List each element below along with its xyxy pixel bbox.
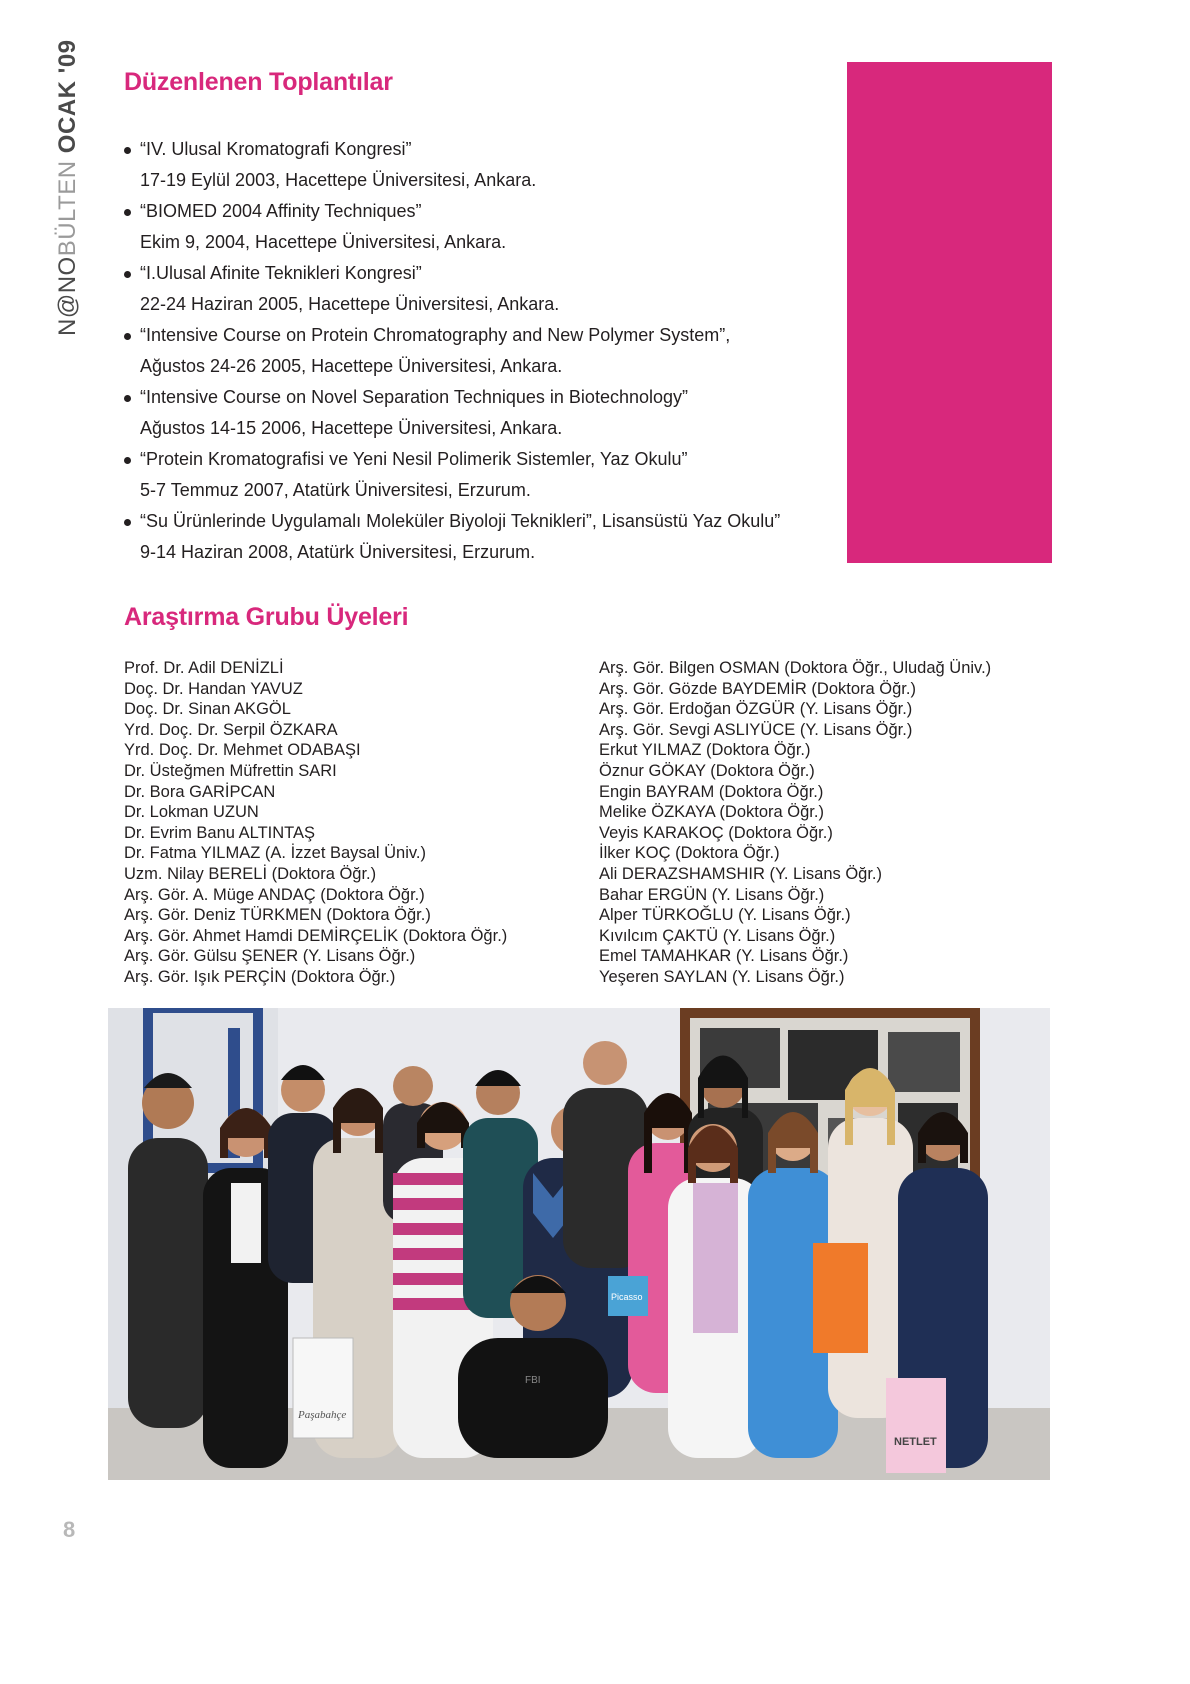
member-name: Arş. Gör. Gözde BAYDEMİR (Doktora Öğr.) xyxy=(599,679,916,698)
meeting-item xyxy=(118,320,838,382)
member-name: Öznur GÖKAY (Doktora Öğr.) xyxy=(599,761,815,780)
member-name: Arş. Gör. Işık PERÇİN (Doktora Öğr.) xyxy=(124,967,396,986)
member-name: Uzm. Nilay BERELİ (Doktora Öğr.) xyxy=(124,864,377,883)
meeting-item xyxy=(118,382,838,444)
meeting-item xyxy=(118,196,838,258)
meeting-title: “Intensive Course on Novel Separation Techniques in Biotechnology” xyxy=(118,382,838,413)
meeting-details: Ekim 9, 2004, Hacettepe Üniversitesi, Ankara. xyxy=(140,232,507,252)
meeting-item xyxy=(118,444,838,506)
member-name: Doç. Dr. Handan YAVUZ xyxy=(124,679,303,698)
meeting-details: 9-14 Haziran 2008, Atatürk Üniversitesi, Erzurum. xyxy=(140,542,536,562)
member-name: Dr. Üsteğmen Müfrettin SARI xyxy=(124,761,337,780)
brand-prefix: N@NO xyxy=(54,256,81,336)
member-name: Yrd. Doç. Dr. Serpil ÖZKARA xyxy=(124,720,338,739)
meeting-details: 17-19 Eylül 2003, Hacettepe Üniversitesi, Ankara. xyxy=(140,170,537,190)
brand-suffix: BÜLTEN xyxy=(54,160,81,257)
member-name: Arş. Gör. Erdoğan ÖZGÜR (Y. Lisans Öğr.) xyxy=(599,700,913,719)
meeting-item xyxy=(118,258,838,320)
page-number: 8 xyxy=(63,1517,76,1542)
member-name: Arş. Gör. Gülsu ŞENER (Y. Lisans Öğr.) xyxy=(124,947,416,966)
member-name: Ali DERAZSHAMSHIR (Y. Lisans Öğr.) xyxy=(599,864,883,883)
meetings-list xyxy=(118,134,838,568)
member-name: Engin BAYRAM (Doktora Öğr.) xyxy=(599,782,824,801)
member-name: Yrd. Doç. Dr. Mehmet ODABAŞI xyxy=(124,741,361,760)
bag-label-right: NETLET xyxy=(894,1436,937,1448)
running-header xyxy=(50,39,90,338)
meeting-title: “BIOMED 2004 Affinity Techniques” xyxy=(118,196,838,227)
meeting-title: “Protein Kromatografisi ve Yeni Nesil Polimerik Sistemler, Yaz Okulu” xyxy=(118,444,838,475)
member-name: Veyis KARAKOÇ (Doktora Öğr.) xyxy=(599,823,833,842)
meeting-details: 5-7 Temmuz 2007, Atatürk Üniversitesi, Erzurum. xyxy=(140,480,531,500)
member-name: Arş. Gör. Bilgen OSMAN (Doktora Öğr., Uludağ Üniv.) xyxy=(599,659,992,677)
meetings-heading: Düzenlenen Toplantılar xyxy=(124,68,393,96)
meeting-title: “Su Ürünlerinde Uygulamalı Moleküler Biyoloji Teknikleri”, Lisansüstü Yaz Okulu” xyxy=(118,506,838,537)
member-name: Melike ÖZKAYA (Doktora Öğr.) xyxy=(599,803,824,822)
member-name: Dr. Evrim Banu ALTINTAŞ xyxy=(124,823,316,842)
shirt-label: FBI xyxy=(525,1375,541,1386)
meeting-title: “IV. Ulusal Kromatografi Kongresi” xyxy=(118,134,838,165)
meeting-item xyxy=(118,134,838,196)
member-name: Arş. Gör. Ahmet Hamdi DEMİRÇELİK (Doktora Öğr.) xyxy=(124,926,508,945)
member-name: Dr. Fatma YILMAZ (A. İzzet Baysal Üniv.) xyxy=(124,844,426,863)
member-name: Dr. Lokman UZUN xyxy=(124,803,259,822)
member-name: Arş. Gör. A. Müge ANDAÇ (Doktora Öğr.) xyxy=(124,885,425,904)
member-name: Erkut YILMAZ (Doktora Öğr.) xyxy=(599,741,811,760)
member-name: Alper TÜRKOĞLU (Y. Lisans Öğr.) xyxy=(599,906,851,925)
member-name: Kıvılcım ÇAKTÜ (Y. Lisans Öğr.) xyxy=(599,926,836,945)
member-name: Emel TAMAHKAR (Y. Lisans Öğr.) xyxy=(599,947,849,966)
group-photo xyxy=(108,1008,1050,1480)
meeting-details: 22-24 Haziran 2005, Hacettepe Üniversitesi, Ankara. xyxy=(140,294,560,314)
members-column-right xyxy=(599,658,991,988)
member-name: Dr. Bora GARİPCAN xyxy=(124,782,276,801)
member-name: Arş. Gör. Deniz TÜRKMEN (Doktora Öğr.) xyxy=(124,906,431,925)
issue-label: OCAK '09 xyxy=(54,39,81,154)
meeting-item xyxy=(118,506,838,568)
meeting-details: Ağustos 14-15 2006, Hacettepe Üniversitesi, Ankara. xyxy=(140,418,563,438)
member-name: Yeşeren SAYLAN (Y. Lisans Öğr.) xyxy=(599,967,845,986)
members-heading: Araştırma Grubu Üyeleri xyxy=(124,603,409,631)
member-name: Arş. Gör. Sevgi ASLIYÜCE (Y. Lisans Öğr.) xyxy=(599,720,913,739)
accent-block xyxy=(847,62,1052,563)
members-column-left xyxy=(124,658,507,988)
bag-label-left: Paşabahçe xyxy=(298,1409,347,1421)
meeting-details: Ağustos 24-26 2005, Hacettepe Üniversitesi, Ankara. xyxy=(140,356,563,376)
meeting-title: “I.Ulusal Afinite Teknikleri Kongresi” xyxy=(118,258,838,289)
member-name: Doç. Dr. Sinan AKGÖL xyxy=(124,700,291,719)
member-name: Prof. Dr. Adil DENİZLİ xyxy=(124,659,284,677)
member-name: Bahar ERGÜN (Y. Lisans Öğr.) xyxy=(599,885,825,904)
member-name: İlker KOÇ (Doktora Öğr.) xyxy=(599,844,780,863)
book-label: Picasso xyxy=(611,1292,643,1302)
meeting-title: “Intensive Course on Protein Chromatography and New Polymer System”, xyxy=(118,320,838,351)
